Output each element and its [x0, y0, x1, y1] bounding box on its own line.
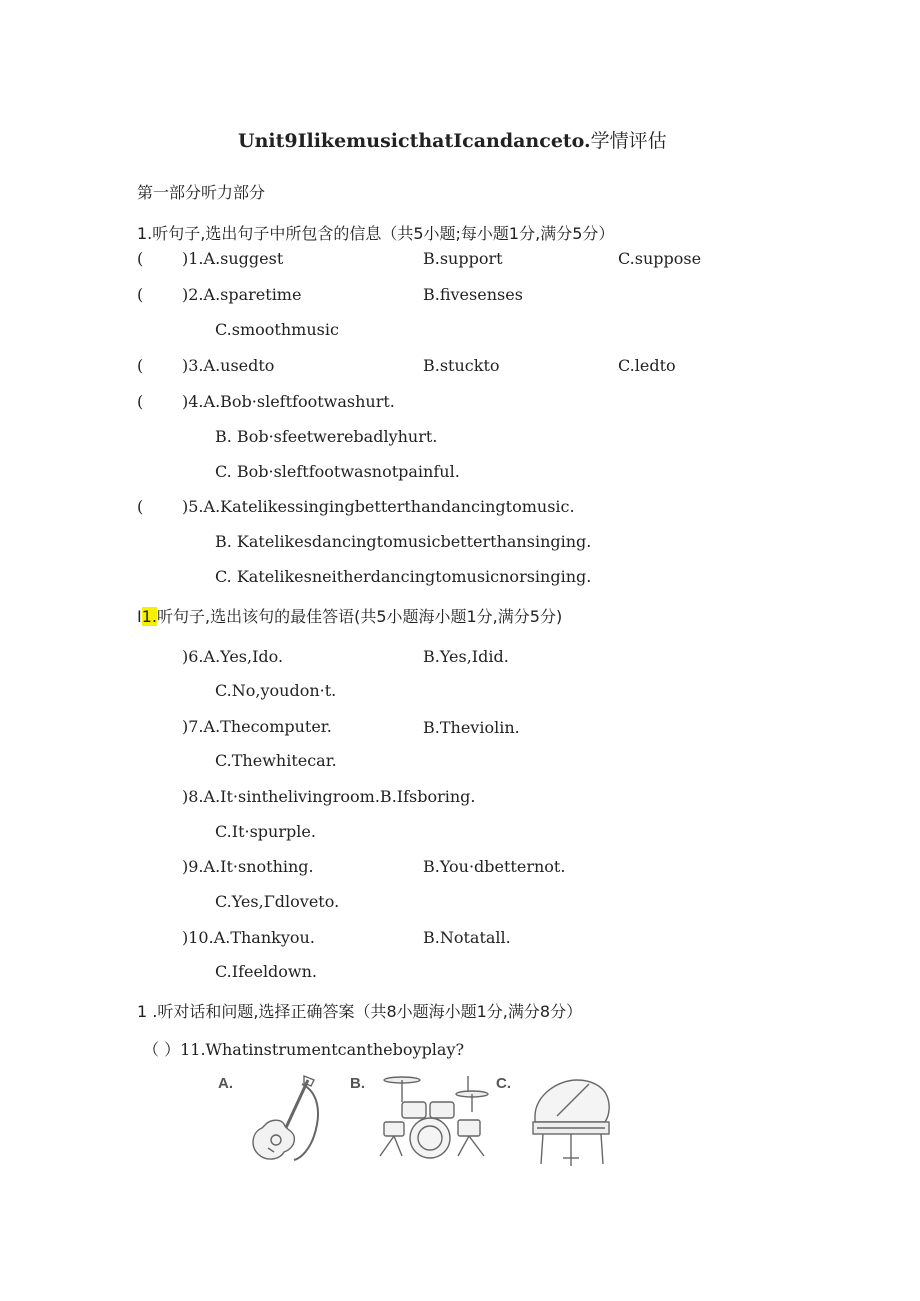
q4-option-a[interactable]: )4.A.Bob·sleftfootwashurt. [182, 392, 395, 411]
q9-option-b[interactable]: B.You·dbetternot. [423, 857, 566, 876]
page-title [238, 131, 667, 151]
q5-option-b[interactable]: B. Katelikesdancingtomusicbetterthansinging. [215, 532, 592, 551]
section1-heading: 1.听句子,选出句子中所包含的信息（共5小题;每小题1分,满分5分） [137, 224, 615, 243]
q9-option-a[interactable]: )9.A.It·snothing. [182, 857, 314, 876]
q1-option-a[interactable]: )1.A.suggest [182, 249, 284, 268]
option-a-letter: A. [218, 1075, 233, 1092]
q2-option-a[interactable]: )2.A.sparetime [182, 285, 302, 304]
q1-option-b[interactable]: B.support [423, 249, 503, 268]
q10-option-b[interactable]: B.Notatall. [423, 928, 511, 947]
q7-option-b[interactable]: B.Theviolin. [423, 718, 520, 737]
q2-option-b[interactable]: B.fivesenses [423, 285, 523, 304]
q5-paren[interactable]: ( [137, 497, 144, 516]
q11-question[interactable]: （ ）11.Whatinstrumentcantheboyplay? [143, 1040, 465, 1059]
q10-option-c[interactable]: C.Ifeeldown. [215, 962, 318, 981]
q6-option-a[interactable]: )6.A.Yes,Ido. [182, 647, 284, 666]
q2-option-c[interactable]: C.smoothmusic [215, 320, 339, 339]
q5-option-c[interactable]: C. Katelikesneitherdancingtomusicnorsinging. [215, 567, 592, 586]
option-b-letter: B. [350, 1075, 365, 1092]
q4-option-b[interactable]: B. Bob·sfeetwerebadlyhurt. [215, 427, 438, 446]
q6-option-b[interactable]: B.Yes,Idid. [423, 647, 509, 666]
section3-heading: 1 .听对话和问题,选择正确答案（共8小题海小题1分,满分8分） [137, 1002, 583, 1021]
q4-paren[interactable]: ( [137, 392, 144, 411]
q6-option-c[interactable]: C.No,youdon·t. [215, 681, 337, 700]
q8-option-c[interactable]: C.It·spurple. [215, 822, 316, 841]
drum-kit-icon[interactable] [372, 1072, 490, 1164]
q5-option-a[interactable]: )5.A.Katelikessingingbetterthandancingtomusic. [182, 497, 575, 516]
section2-heading-text: 听句子,选出该句的最佳答语(共5小题海小题1分,满分5分) [156, 607, 563, 626]
q3-option-c[interactable]: C.ledto [618, 356, 676, 375]
section2-highlight: 1. [141, 607, 157, 626]
option-c-letter: C. [496, 1075, 511, 1092]
piano-icon[interactable] [527, 1076, 615, 1168]
title-chinese: 学情评估 [590, 130, 667, 152]
q1-option-c[interactable]: C.suppose [618, 249, 702, 268]
q10-option-a[interactable]: )10.A.Thankyou. [182, 928, 315, 947]
guitar-icon[interactable] [244, 1072, 322, 1164]
q9-option-c[interactable]: C.Yes,Γdloveto. [215, 892, 340, 911]
title-english: Unit9IlikemusicthatIcandanceto. [238, 130, 591, 152]
q4-option-c[interactable]: C. Bob·sleftfootwasnotpainful. [215, 462, 460, 481]
q2-paren[interactable]: ( [137, 285, 144, 304]
part1-heading: 第一部分听力部分 [137, 183, 266, 202]
section2-heading [137, 607, 562, 627]
q7-option-c[interactable]: C.Thewhitecar. [215, 751, 337, 770]
q8-option-a[interactable]: )8.A.It·sinthelivingroom.B.Ifsboring. [182, 787, 476, 806]
q1-paren[interactable]: ( [137, 249, 144, 268]
q7-option-a[interactable]: )7.A.Thecomputer. [182, 717, 332, 736]
q3-option-a[interactable]: )3.A.usedto [182, 356, 275, 375]
q3-paren[interactable]: ( [137, 356, 144, 375]
section2-heading-prefix: I [137, 607, 142, 626]
q3-option-b[interactable]: B.stuckto [423, 356, 500, 375]
